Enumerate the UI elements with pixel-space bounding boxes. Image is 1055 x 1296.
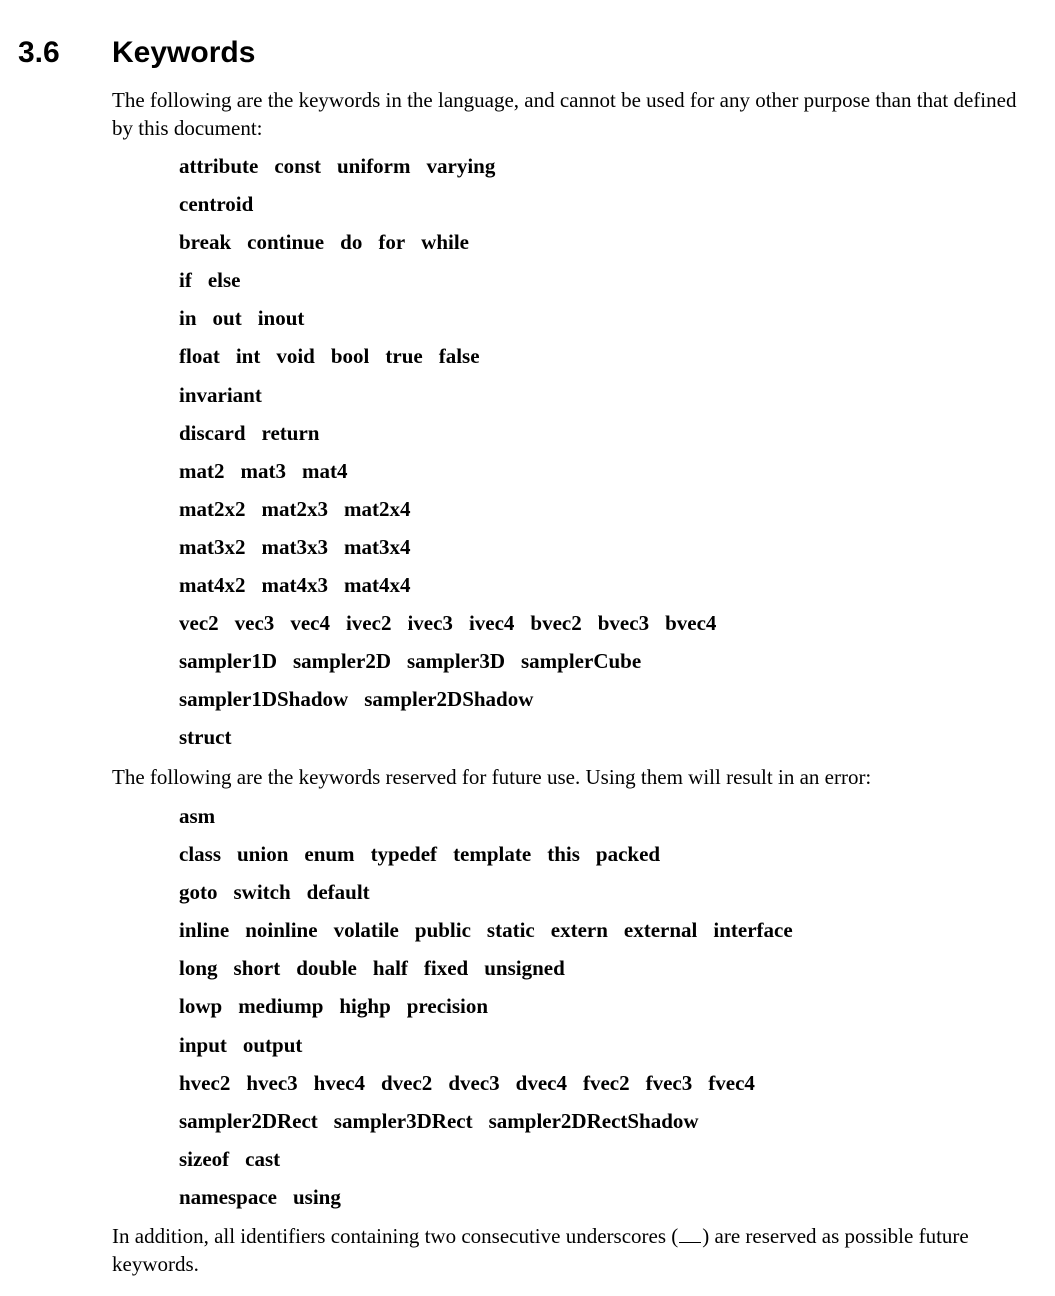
intro-paragraph: The following are the keywords in the language, and cannot be used for any other purpose than that defined by this document: [112,88,1017,140]
keyword-line [179,495,716,533]
reserved-keyword-list [179,802,793,1221]
keyword-line [179,266,716,304]
reserved-keyword: hvec2 [179,1070,231,1095]
keyword: ivec4 [468,611,515,636]
keyword-line [179,685,716,723]
keyword-line [179,533,716,571]
reserved-keyword: long [179,956,218,981]
keyword: mat2x2 [179,496,246,521]
keyword: bool [330,344,370,369]
reserved-keyword-line [179,840,793,878]
reserved-keyword: cast [245,1146,281,1171]
keyword: vec3 [234,611,275,636]
reserved-keyword-line [179,878,793,916]
keyword: ivec2 [345,611,392,636]
reserved-keyword: typedef [370,842,438,867]
keyword: float [179,344,220,369]
reserved-keyword: sampler3DRect [333,1108,473,1133]
keyword-line [179,647,716,685]
reserved-keyword: interface [713,918,793,943]
keyword: sampler1DShadow [179,687,349,712]
keyword: mat4x4 [344,573,411,598]
section-title: Keywords [112,36,256,69]
reserved-keyword: dvec2 [380,1070,433,1095]
keyword: bvec4 [665,611,717,636]
reserved-keyword: extern [550,918,608,943]
reserved-keyword-line [179,992,793,1030]
reserved-keyword: namespace [179,1184,277,1209]
reserved-keyword: fvec4 [708,1070,755,1095]
keyword: sampler2DShadow [364,687,534,712]
keyword-line [179,381,716,419]
keyword-line [179,457,716,495]
keyword-line [179,609,716,647]
keyword: mat2 [179,458,225,483]
reserved-keyword: sampler2DRect [179,1108,318,1133]
closing-text-after: ) are reserved as possible future keywords. [112,1224,969,1276]
reserved-keyword: mediump [238,994,324,1019]
reserved-keyword: class [179,842,221,867]
reserved-keyword: input [179,1032,227,1057]
keyword-line [179,304,716,342]
reserved-keyword: packed [595,842,661,867]
keyword: vec2 [179,611,219,636]
keyword: mat3 [240,458,286,483]
reserved-keyword: switch [233,880,291,905]
reserved-keyword: dvec3 [448,1070,500,1095]
keyword: mat3x4 [344,534,411,559]
keyword: do [340,230,363,255]
keyword: varying [426,154,496,178]
keyword: void [276,344,315,369]
reserved-keyword: public [414,918,471,943]
reserved-keyword: goto [179,880,218,905]
keyword-line [179,723,716,761]
keyword: attribute [179,154,259,178]
keyword: bvec2 [530,611,582,636]
keyword: centroid [179,192,254,217]
keyword: int [235,344,261,369]
reserved-keyword: short [233,956,281,981]
reserved-keyword: union [237,842,289,867]
keyword: inout [257,306,305,331]
keyword: mat2x3 [261,496,328,521]
keyword: sampler1D [179,649,277,674]
keyword: discard [179,420,246,445]
keyword: const [274,154,321,178]
keyword-list [179,152,716,762]
reserved-keyword: noinline [245,918,318,943]
keyword: out [212,306,242,331]
closing-paragraph [112,1222,1032,1278]
reserved-keyword: asm [179,804,216,828]
keyword: while [421,230,469,255]
keyword: mat4x2 [179,573,246,598]
reserved-keyword-line [179,1183,793,1221]
reserved-keyword: fvec3 [645,1070,693,1095]
reserved-keyword: double [296,956,357,981]
keyword-line [179,571,716,609]
reserved-keyword: fixed [423,956,469,981]
keyword: mat2x4 [344,496,411,521]
keyword: return [261,420,320,445]
reserved-keyword-line [179,954,793,992]
keyword-line [179,190,716,228]
closing-text-before: In addition, all identifiers containing two consecutive underscores ( [112,1224,679,1248]
keyword: struct [179,725,232,750]
reserved-keyword: default [306,880,370,905]
reserved-keyword: static [486,918,535,943]
reserved-keyword: volatile [333,918,399,943]
reserved-keyword: fvec2 [582,1070,630,1095]
keyword: for [378,230,406,255]
keyword: sampler3D [407,649,505,674]
reserved-keyword: half [372,956,408,981]
section-number: 3.6 [18,36,60,69]
keyword: mat4x3 [261,573,328,598]
reserved-keyword: dvec4 [515,1070,567,1095]
reserved-keyword: enum [304,842,355,867]
double-underscore-mark [679,1242,701,1243]
reserved-keyword: template [453,842,532,867]
keyword: continue [247,230,325,255]
keyword-line [179,152,716,190]
reserved-keyword: sampler2DRectShadow [488,1108,699,1133]
keyword: invariant [179,382,262,407]
reserved-keyword-line [179,1069,793,1107]
reserved-keyword-line [179,802,793,840]
reserved-keyword: precision [406,994,489,1019]
keyword: in [179,306,197,331]
reserved-keyword: sizeof [179,1146,230,1171]
keyword: mat4 [302,458,348,483]
reserved-keyword: using [293,1184,341,1209]
reserved-keyword-line [179,916,793,954]
reserved-keyword: inline [179,918,230,943]
reserved-keyword-line [179,1107,793,1145]
reserved-keyword: output [242,1032,303,1057]
keyword: true [385,344,423,369]
keyword: vec4 [290,611,330,636]
reserved-keyword: hvec3 [246,1070,298,1095]
keyword: samplerCube [521,649,642,674]
reserved-keyword-line [179,1145,793,1183]
reserved-keyword: highp [339,994,391,1019]
keyword-line [179,342,716,380]
keyword: ivec3 [407,611,453,636]
reserved-keyword: lowp [179,994,223,1019]
keyword-line [179,419,716,457]
reserved-keyword: hvec4 [313,1070,365,1095]
keyword-line [179,228,716,266]
reserved-keyword: this [547,842,580,867]
keyword: else [207,268,241,293]
reserved-keyword: unsigned [484,956,565,981]
keyword: uniform [337,154,411,178]
keyword: sampler2D [293,649,391,674]
reserved-intro-paragraph: The following are the keywords reserved for future use. Using them will result in an error: [112,765,872,789]
keyword: mat3x2 [179,534,246,559]
reserved-keyword-line [179,1031,793,1069]
keyword: bvec3 [597,611,650,636]
keyword: false [438,344,480,369]
keyword: if [179,268,192,293]
keyword: mat3x3 [261,534,328,559]
keyword: break [179,230,232,255]
reserved-keyword: external [623,918,698,943]
